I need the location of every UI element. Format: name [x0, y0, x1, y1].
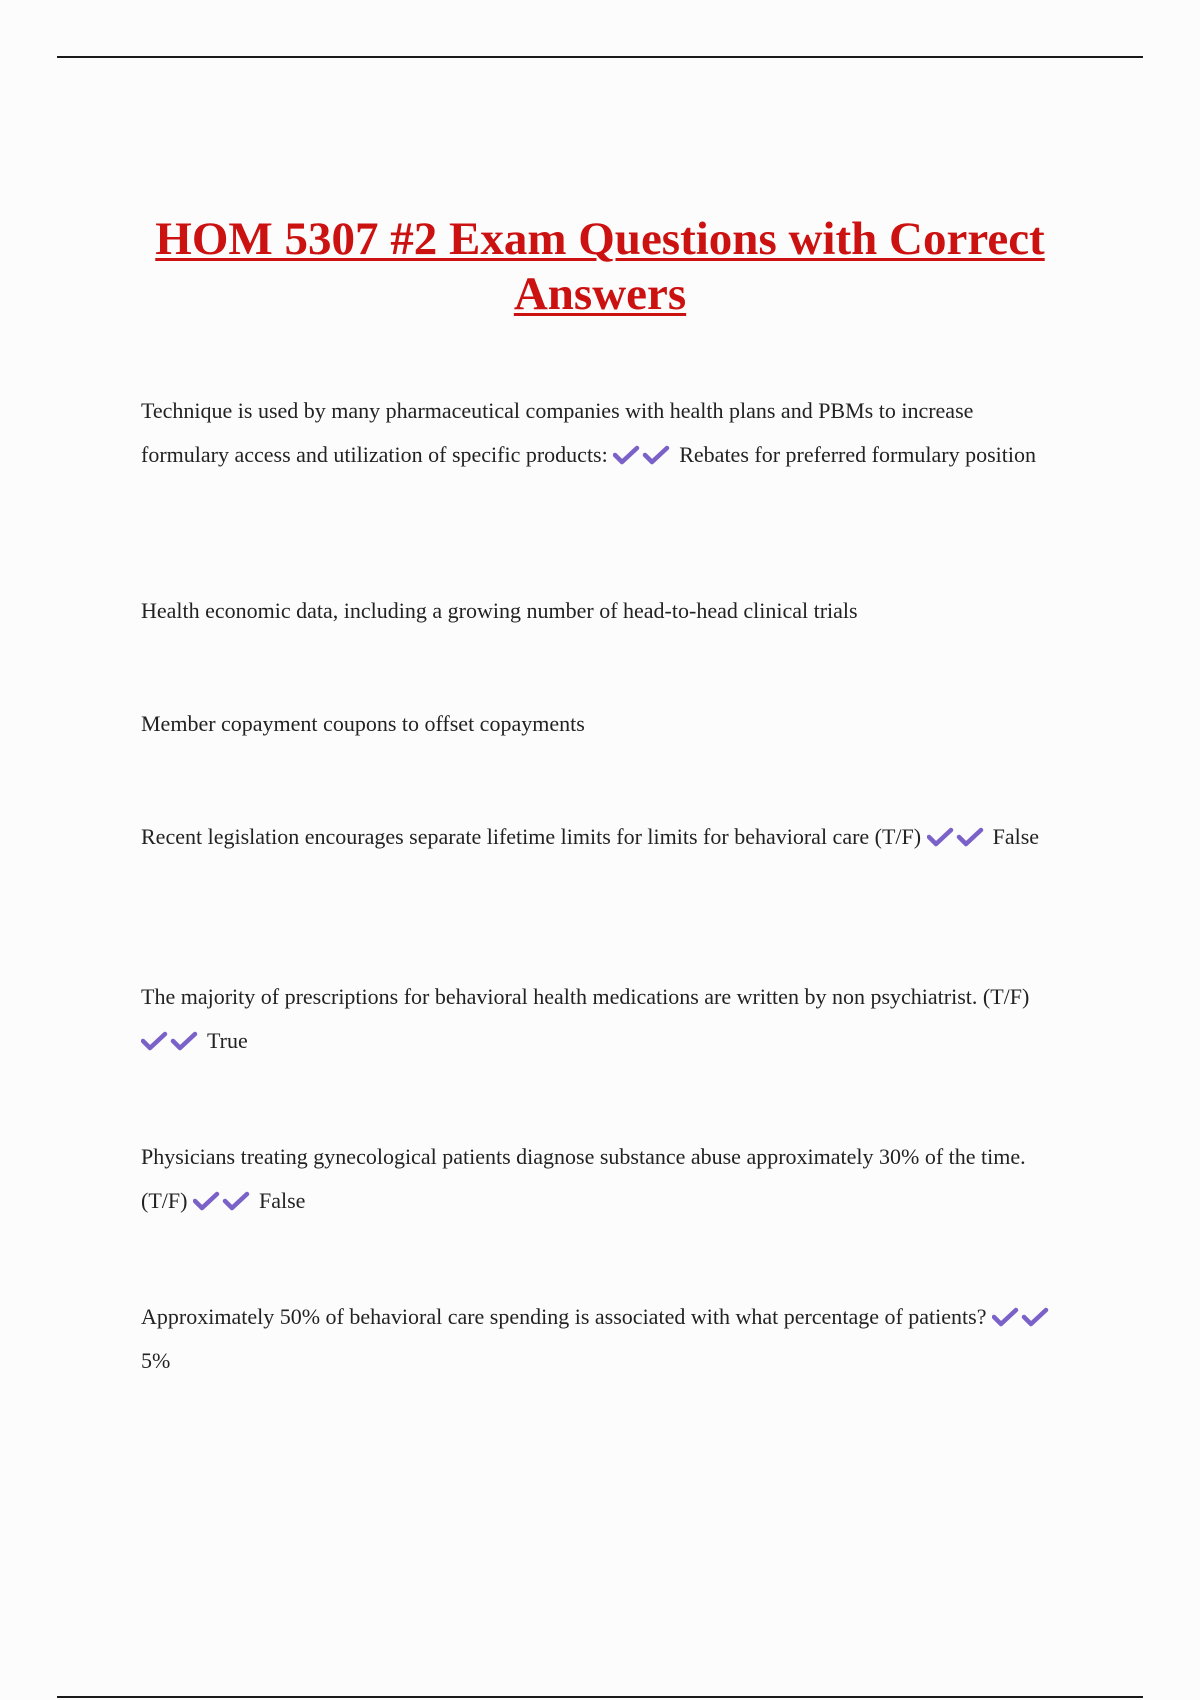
- answer-text: True: [207, 1028, 248, 1053]
- double-check-icon: [141, 1030, 169, 1052]
- answer-text: False: [992, 824, 1040, 849]
- qa-item-1: [141, 389, 1061, 477]
- double-check-icon: [193, 1190, 221, 1212]
- question-text: The majority of prescriptions for behavioral health medications are written by non psychiatrist. (T/F): [141, 984, 1030, 1009]
- answer-text: Rebates for preferred formulary position: [679, 442, 1036, 467]
- qa-item-7: [141, 1295, 1061, 1383]
- double-check-icon: [992, 1306, 1020, 1328]
- question-text: Technique is used by many pharmaceutical companies with health plans and PBMs to increase formulary access and utilization of specific products:: [141, 398, 974, 467]
- qa-item-5: [141, 975, 1061, 1063]
- qa-item-4: [141, 815, 1061, 859]
- question-text: Physicians treating gynecological patients diagnose substance abuse approximately 30% of the time. (T/F): [141, 1144, 1026, 1213]
- question-text: Recent legislation encourages separate lifetime limits for limits for behavioral care (T/F): [141, 824, 922, 849]
- question-text: Member copayment coupons to offset copayments: [141, 711, 585, 736]
- qa-item-6: [141, 1135, 1061, 1223]
- document-title: HOM 5307 #2 Exam Questions with Correct Answers: [155, 213, 1045, 320]
- answer-text: 5%: [141, 1348, 171, 1373]
- bottom-rule: [57, 1696, 1143, 1698]
- double-check-icon: [927, 826, 955, 848]
- qa-item-3: [141, 702, 1061, 746]
- qa-item-2: [141, 589, 1061, 633]
- double-check-icon: [613, 444, 641, 466]
- top-rule: [57, 56, 1143, 58]
- question-text: Approximately 50% of behavioral care spending is associated with what percentage of patients?: [141, 1304, 987, 1329]
- question-text: Health economic data, including a growing number of head-to-head clinical trials: [141, 598, 858, 623]
- answer-text: False: [258, 1188, 306, 1213]
